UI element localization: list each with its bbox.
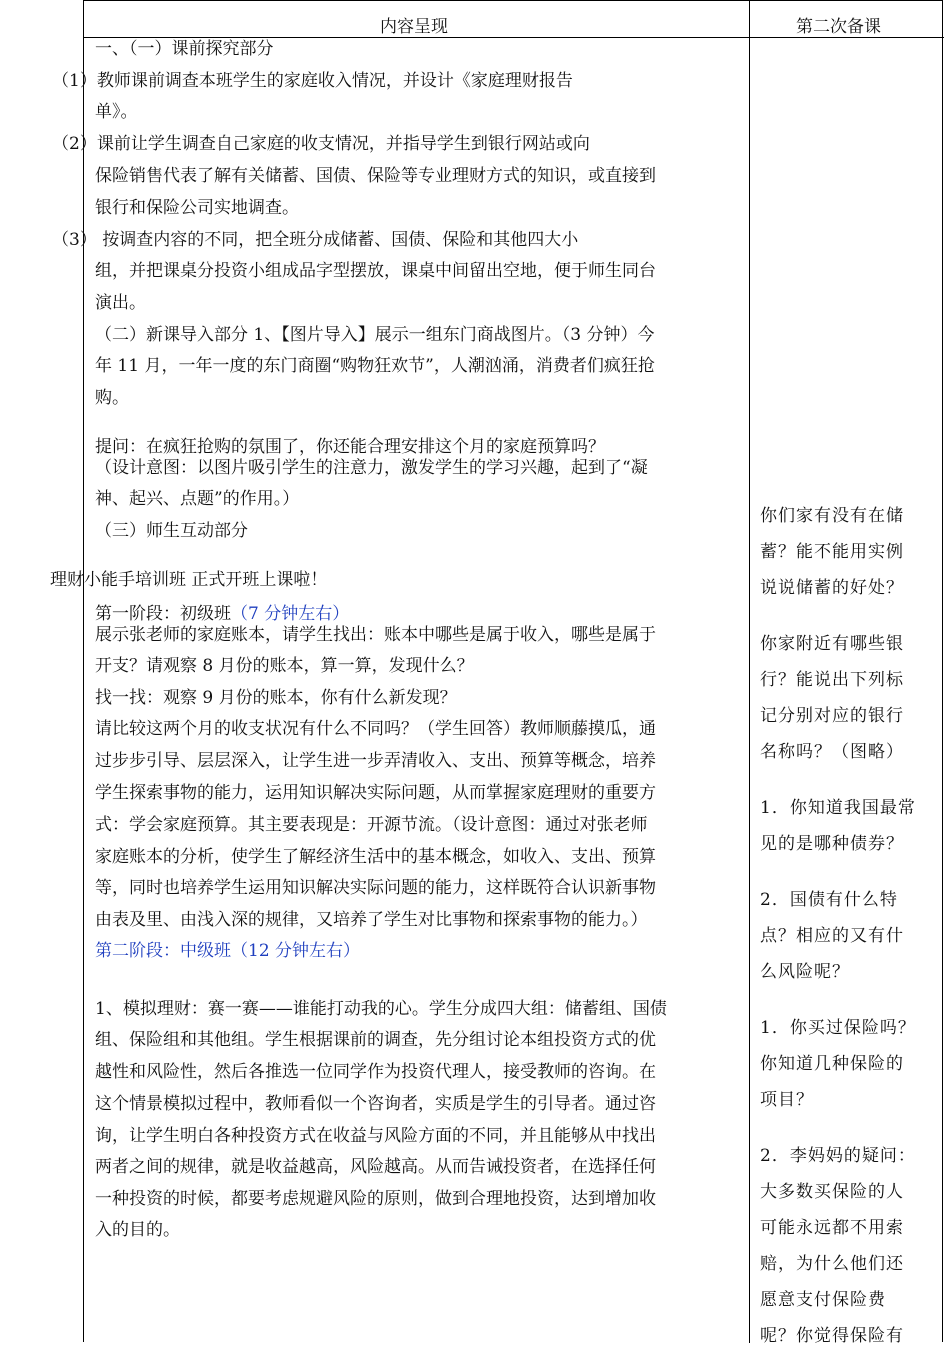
content-line (95, 356, 655, 376)
content-line (95, 1030, 656, 1050)
content-line (52, 230, 578, 250)
second-prep-line: 你们家有没有在储 (760, 506, 904, 526)
content-text: 银行和保险公司实地调查。 (95, 198, 299, 218)
content-line (50, 570, 327, 590)
second-prep-line: 1．你知道我国最常 (760, 798, 916, 818)
header-divider (84, 37, 944, 38)
content-text: 学生探索事物的能力，运用知识解决实际问题，从而掌握家庭理财的重要方 (95, 783, 656, 803)
content-text: 一种投资的时候，都要考虑规避风险的原则，做到合理地投资，达到增加收 (95, 1189, 656, 1209)
content-text: 理财小能手培训班 正式开班上课啦！ (50, 570, 328, 590)
content-text: （1）教师课前调查本班学生的家庭收入情况，并设计《家庭理财报告 (52, 71, 573, 91)
second-prep-line: 愿意支付保险费 (760, 1290, 886, 1310)
content-text: 开支？请观察 8 月份的账本，算一算，发现什么？ (95, 656, 474, 676)
content-text: 请比较这两个月的收支状况有什么不同吗？（学生回答）教师顺藤摸瓜，通 (95, 719, 656, 739)
content-text: 这个情景模拟过程中，教师看似一个咨询者，实质是学生的引导者。通过咨 (95, 1094, 656, 1114)
content-line (95, 521, 248, 541)
second-prep-line: 大多数买保险的人 (760, 1182, 904, 1202)
content-text: （三）师生互动部分 (95, 521, 248, 541)
content-line (95, 941, 360, 961)
content-line (95, 325, 654, 345)
content-text: 展示张老师的家庭账本，请学生找出：账本中哪些是属于收入，哪些是属于 (95, 625, 656, 645)
content-line (95, 604, 349, 624)
content-text: 询，让学生明白各种投资方式在收益与风险方面的不同，并且能够从中找出 (95, 1126, 656, 1146)
content-text: 式：学会家庭预算。其主要表现是：开源节流。（设计意图：通过对张老师 (95, 815, 648, 835)
content-text: 神、起兴、点题”的作用。） (95, 489, 300, 509)
content-line (95, 458, 648, 478)
content-line (95, 656, 474, 676)
content-line (95, 166, 656, 186)
content-text: 1、模拟理财：赛一赛——谁能打动我的心。学生分成四大组：储蓄组、国债 (95, 999, 667, 1019)
stage-duration: （7 分钟左右） (231, 604, 350, 624)
content-line (95, 910, 648, 930)
content-line (95, 388, 129, 408)
content-line (95, 847, 656, 867)
content-text: （设计意图：以图片吸引学生的注意力，激发学生的学习兴趣，起到了“凝 (95, 458, 648, 478)
content-line (95, 293, 146, 313)
content-line (95, 102, 138, 122)
content-line (95, 1126, 656, 1146)
content-text: 入的目的。 (95, 1220, 180, 1240)
content-text: 购。 (95, 388, 129, 408)
content-line (95, 783, 656, 803)
content-line (95, 437, 605, 457)
second-prep-line: 说说储蓄的好处？ (760, 578, 904, 598)
content-line (95, 878, 656, 898)
second-prep-line: 项目？ (760, 1090, 814, 1110)
content-text: 第一阶段：初级班 (95, 604, 231, 624)
content-text: （2）课前让学生调查自己家庭的收支情况，并指导学生到银行网站或向 (52, 134, 590, 154)
content-line (52, 134, 590, 154)
content-line (95, 1220, 180, 1240)
content-text: 越性和风险性，然后各推选一位同学作为投资代理人，接受教师的咨询。在 (95, 1062, 656, 1082)
content-text: 家庭账本的分析，使学生了解经济生活中的基本概念，如收入、支出、预算 (95, 847, 656, 867)
header-content: 内容呈现 (380, 17, 448, 37)
content-text: 两者之间的规律，就是收益越高，风险越高。从而告诫投资者，在选择任何 (95, 1157, 656, 1177)
content-line (95, 261, 656, 281)
content-line (95, 999, 667, 1019)
content-text: 演出。 (95, 293, 146, 313)
content-line (52, 71, 573, 91)
content-text: 组，并把课桌分投资小组成品字型摆放，课桌中间留出空地，便于师生同台 (95, 261, 656, 281)
content-line (95, 489, 299, 509)
content-line (95, 625, 656, 645)
second-prep-line: 记分别对应的银行 (760, 706, 904, 726)
content-line (95, 1094, 656, 1114)
content-text: 由表及里、由浅入深的规律，又培养了学生对比事物和探索事物的能力。） (95, 910, 648, 930)
second-prep-line: 呢？你觉得保险有 (760, 1326, 904, 1346)
content-text: 过步步引导、层层深入，让学生进一步弄清收入、支出、预算等概念，培养 (95, 751, 656, 771)
second-prep-line: 见的是哪种债券？ (760, 834, 904, 854)
content-text: 找一找：观察 9 月份的账本，你有什么新发现？ (95, 688, 457, 708)
content-text: 组、保险组和其他组。学生根据课前的调查，先分组讨论本组投资方式的优 (95, 1030, 656, 1050)
header-second-prep: 第二次备课 (796, 17, 881, 37)
content-line (95, 719, 656, 739)
content-line (95, 1062, 656, 1082)
content-line (95, 1189, 656, 1209)
content-text: 保险销售代表了解有关储蓄、国债、保险等专业理财方式的知识，或直接到 (95, 166, 656, 186)
lesson-plan-table (50, 0, 943, 1346)
content-line (95, 815, 648, 835)
content-line (95, 198, 299, 218)
content-line (95, 688, 457, 708)
second-prep-line: 你知道几种保险的 (760, 1054, 904, 1074)
content-line (95, 39, 274, 59)
second-prep-line: 名称吗？（图略） (760, 742, 904, 762)
content-line (95, 751, 656, 771)
second-prep-line: 么风险呢？ (760, 962, 850, 982)
content-text: 等，同时也培养学生运用知识解决实际问题的能力，这样既符合认识新事物 (95, 878, 656, 898)
content-text: 一、（一）课前探究部分 (95, 39, 274, 59)
content-text: 提问：在疯狂抢购的氛围了，你还能合理安排这个月的家庭预算吗？ (95, 437, 605, 457)
second-prep-line: 可能永远都不用索 (760, 1218, 904, 1238)
column-divider (749, 1, 750, 1343)
second-prep-line: 行？能说出下列标 (760, 670, 904, 690)
second-prep-line: 点？相应的又有什 (760, 926, 904, 946)
second-prep-line: 你家附近有哪些银 (760, 634, 904, 654)
second-prep-line: 2．国债有什么特 (760, 890, 898, 910)
second-prep-line: 2．李妈妈的疑问： (760, 1146, 916, 1166)
stage-heading: 第二阶段：中级班（12 分钟左右） (95, 941, 361, 961)
second-prep-line: 赔，为什么他们还 (760, 1254, 904, 1274)
second-prep-line: 1．你买过保险吗？ (760, 1018, 916, 1038)
content-line (95, 1157, 656, 1177)
content-text: （二）新课导入部分 1、【图片导入】展示一组东门商战图片。（3 分钟）今 (95, 325, 655, 345)
second-prep-line: 蓄？能不能用实例 (760, 542, 904, 562)
content-text: 单》。 (95, 102, 138, 122)
content-text: （3） 按调查内容的不同，把全班分成储蓄、国债、保险和其他四大小 (52, 230, 579, 250)
content-text: 年 11 月，一年一度的东门商圈“购物狂欢节”，人潮汹涌，消费者们疯狂抢 (95, 356, 655, 376)
